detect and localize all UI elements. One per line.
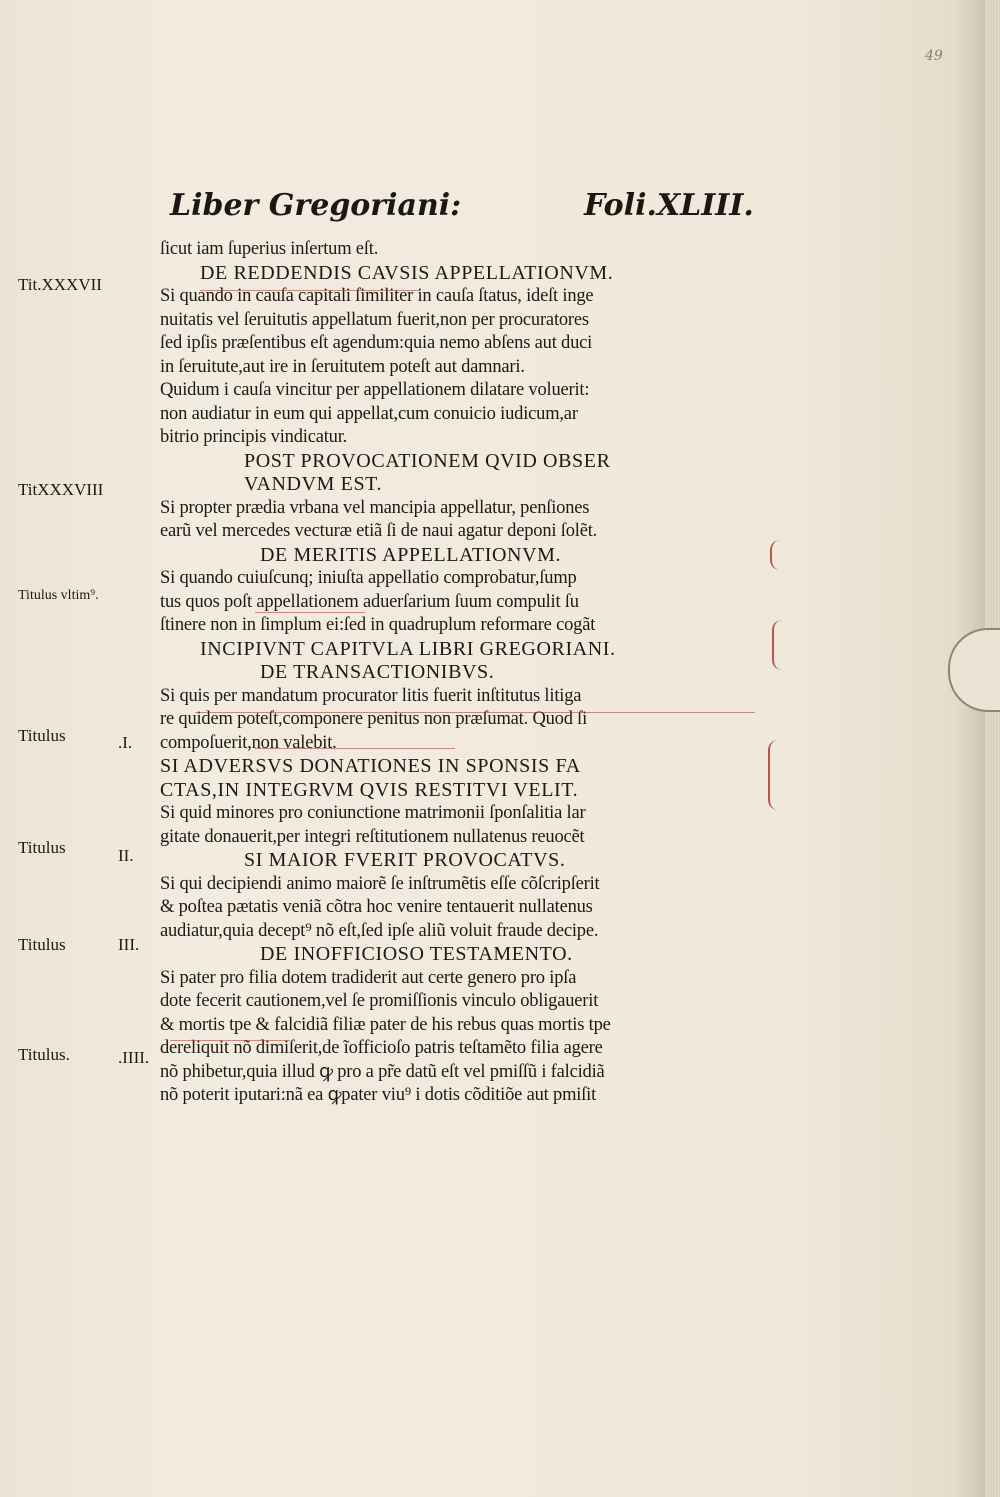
page-edge: [985, 0, 1000, 1497]
section-heading: VANDVM EST.: [244, 473, 383, 495]
text-line: Si quando cuiuſcunq; iniuſta appellatio comprobatur,ſump: [160, 568, 577, 588]
margin-title-number: .I.: [118, 733, 133, 752]
text-line: tus quos poſt appellationem aduerſarium ſuum compulit ſu: [160, 591, 579, 612]
text-line: Quidum i cauſa vincitur per appellationem dilatare voluerit:: [160, 380, 590, 400]
red-underline: [195, 712, 755, 713]
text-line: nõ poterit iputari:nã ea ꝙpater viu⁹ i dotis cõditiõe aut pmiſit: [160, 1085, 597, 1105]
text-line: & mortis tpe & falcidiã filiæ pater de his rebus quas mortis tpe: [160, 1014, 611, 1035]
text-line: in ſeruitute,aut ire in ſeruitutem poteſt aut damnari.: [160, 356, 525, 377]
text-line: ſed ipſis præſentibus eſt agendum:quia nemo abſens aut duci: [160, 333, 593, 353]
text-line: Si quis per mandatum procurator litis fuerit inſtitutus litiga: [160, 685, 582, 706]
text-line: Si pater pro filia dotem tradiderit aut certe genero pro ipſa: [160, 967, 577, 988]
text-line: bitrio principis vindicatur.: [160, 427, 348, 447]
section-heading: SI MAIOR FVERIT PROVOCATVS.: [244, 849, 566, 871]
margin-title-number: III.: [118, 935, 140, 954]
margin-title-note: TitXXXVIII: [18, 480, 104, 499]
margin-title-note: Titulus.: [18, 1045, 70, 1064]
text-line: ſicut iam ſuperius inſertum eſt.: [160, 239, 379, 259]
margin-title-note: Tit.XXXVII: [18, 275, 102, 294]
section-heading: DE REDDENDIS CAVSIS APPELLATIONVM.: [200, 261, 614, 284]
red-underline: [200, 290, 420, 291]
margin-title-note: Titulus: [18, 726, 66, 745]
text-line: Si quid minores pro coniunctione matrimonii ſponſalitia lar: [160, 803, 586, 823]
folio-number: 49: [925, 48, 943, 64]
text-line: Si quando in cauſa capitali ſimiliter in cauſa ſtatus, ideſt inge: [160, 286, 594, 306]
margin-title-note: Titulus: [18, 838, 66, 857]
section-heading: POST PROVOCATIONEM QVID OBSER: [244, 449, 611, 472]
text-line: dereliquit nõ dimiſerit,de ĩofficioſo patris teſtamẽto filia agere: [160, 1038, 603, 1058]
text-line: nuitatis vel ſeruitutis appellatum fuerit,non per procuratores: [160, 309, 589, 330]
folio-label: Foli.XLIII.: [584, 188, 754, 223]
text-line: Si propter prædia vrbana vel mancipia appellatur, penſiones: [160, 497, 590, 518]
red-underline: [255, 748, 455, 749]
section-heading: DE TRANSACTIONIBVS.: [260, 661, 495, 683]
red-underline: [170, 1040, 290, 1041]
text-line: audiatur,quia decept⁹ nõ eſt,ſed ipſe aliũ voluit fraude decipe.: [160, 920, 599, 941]
text-line: nõ phibetur,quia illud ꝙ pro a pr̃e datũ eſt vel pmiſſũ i falcidiã: [160, 1061, 605, 1082]
red-bracket: [768, 740, 780, 810]
text-line: earũ vel mercedes vecturæ etiã ſi de naui agatur deponi ſolẽt.: [160, 521, 598, 541]
text-line: compoſuerit,non valebit.: [160, 732, 337, 753]
text-line: & poſtea pætatis veniã cõtra hoc venire tentauerit nullatenus: [160, 897, 593, 917]
section-heading: CTAS,IN INTEGRVM QVIS RESTITVI VELIT.: [160, 778, 579, 801]
section-heading: SI ADVERSVS DONATIONES IN SPONSIS FA: [160, 755, 581, 777]
page-header: [170, 188, 770, 236]
margin-title-note: Titulus vltim⁹.: [18, 588, 99, 603]
red-underline: [255, 612, 365, 613]
text-line: non audiatur in eum qui appellat,cum conuicio iudicum,ar: [160, 403, 578, 424]
text-line: dote fecerit cautionem,vel ſe promiſſionis vinculo obligauerit: [160, 991, 599, 1011]
section-heading: INCIPIVNT CAPITVLA LIBRI GREGORIANI.: [200, 637, 616, 660]
section-heading: DE MERITIS APPELLATIONVM.: [260, 543, 562, 566]
red-bracket: [770, 540, 782, 570]
text-line: ſtinere non in ſimplum ei:ſed in quadruplum reformare cogãt: [160, 615, 596, 635]
section-heading: DE INOFFICIOSO TESTAMENTO.: [260, 943, 573, 965]
text-line: gitate donauerit,per integri reſtitutionem nullatenus reuocẽt: [160, 826, 585, 847]
margin-title-note: Titulus: [18, 935, 66, 954]
main-text: [160, 238, 772, 1108]
margin-title-number: II.: [118, 846, 134, 865]
text-line: re quidem poteſt,componere penitus non præſumat. Quod ſi: [160, 709, 588, 729]
red-bracket: [772, 620, 784, 670]
running-title: Liber Gregoriani:: [170, 188, 462, 223]
text-line: Si qui decipiendi animo maiorẽ ſe inſtrumẽtis eſſe cõſcripſerit: [160, 873, 600, 894]
margin-title-number: .IIII.: [118, 1048, 150, 1067]
